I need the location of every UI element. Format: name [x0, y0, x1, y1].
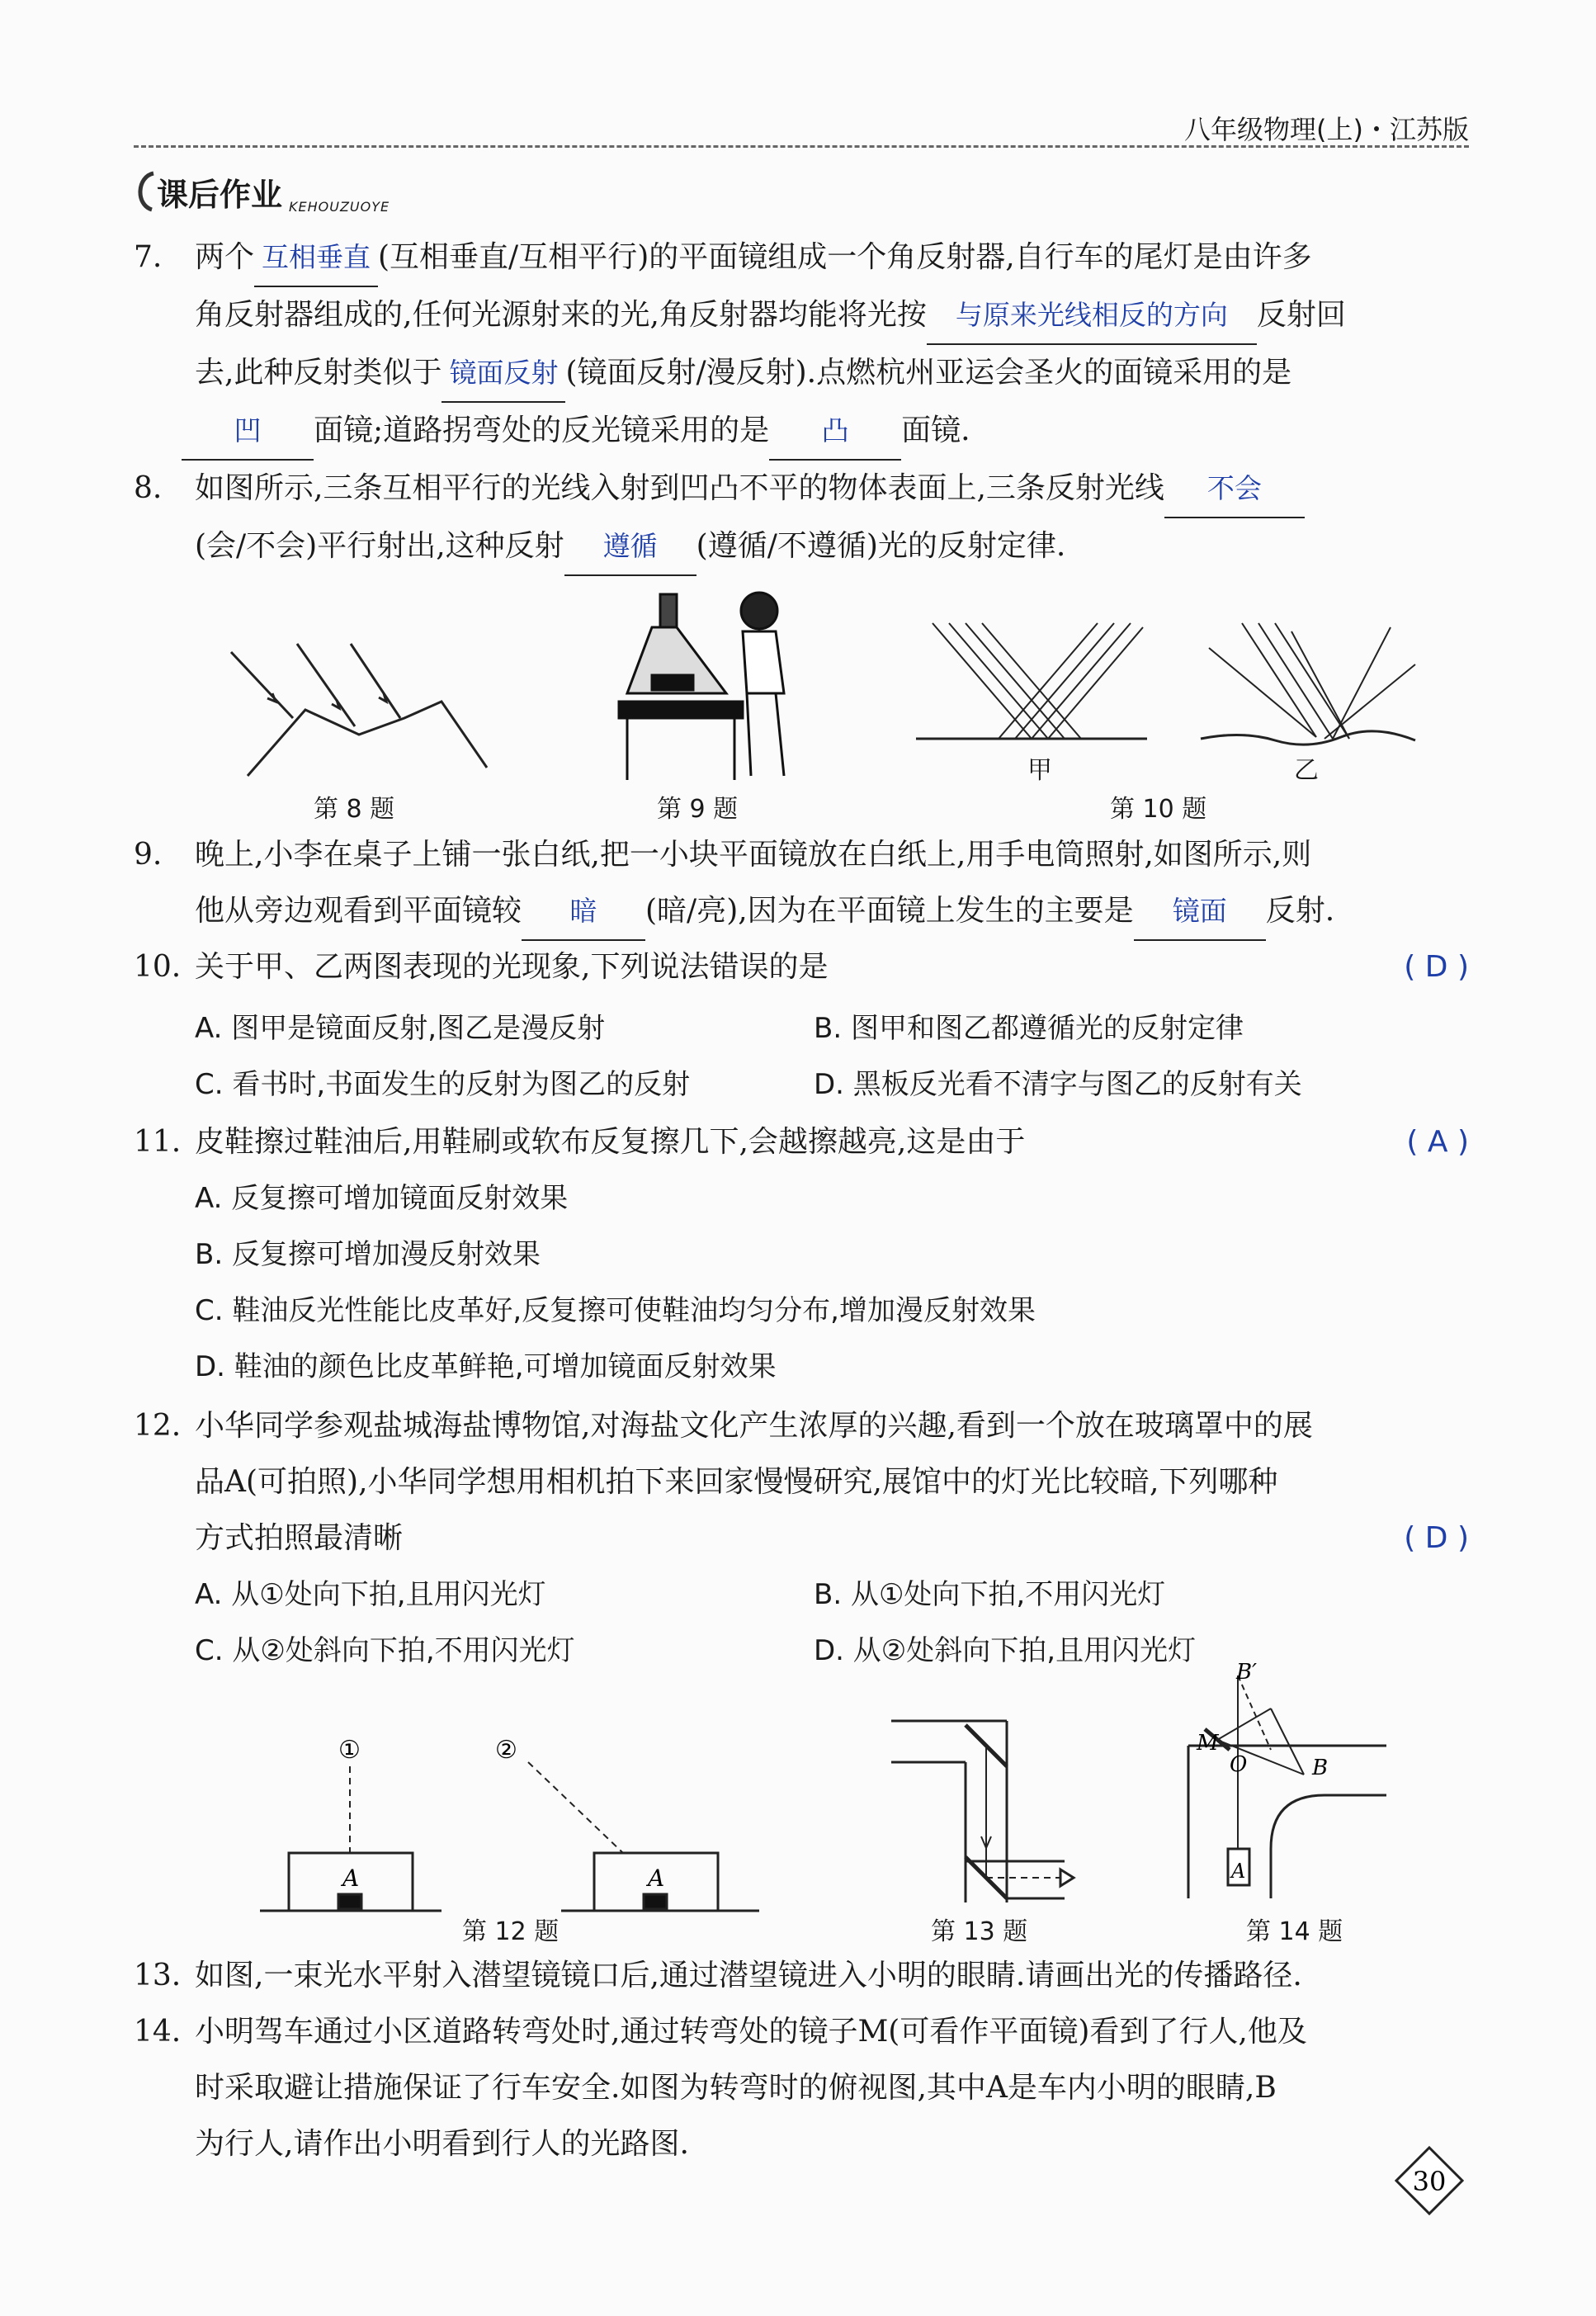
q9-text-2: 他从旁边观看到平面镜较 [195, 894, 522, 928]
book-title: 八年级物理(上)・江苏版 [1184, 114, 1469, 145]
fig14-eye-label: A [1231, 1860, 1246, 1883]
q7-answer-4: 凹 [182, 403, 314, 461]
q11-option-a: A. 反复擦可增加镜面反射效果 [195, 1182, 569, 1215]
q14-line-3: 为行人,请作出小明看到行人的光路图. [195, 2127, 689, 2161]
figure-8-rough-surface [215, 636, 495, 784]
question-number: 10. [134, 950, 182, 984]
fig14-pedestrian-label: B [1312, 1756, 1329, 1780]
q11-option-d: D. 鞋油的颜色比皮革鲜艳,可增加镜面反射效果 [195, 1350, 777, 1383]
q7-answer-2: 与原来光线相反的方向 [927, 287, 1257, 345]
q14-line-1: 小明驾车通过小区道路转弯处时,通过转弯处的镜子M(可看作平面镜)看到了行人,他及 [195, 2015, 1307, 2049]
question-number: 8. [134, 471, 163, 505]
q12-answer: ( D ) [1404, 1521, 1469, 1555]
figure-10b-label: 乙 [1294, 756, 1319, 785]
section-subtitle: KEHOUZUOYE [289, 199, 390, 215]
q12-option-c: C. 从②处斜向下拍,不用闪光灯 [195, 1634, 575, 1667]
q10-stem: 关于甲、乙两图表现的光现象,下列说法错误的是 [195, 950, 829, 984]
q10-option-c: C. 看书时,书面发生的反射为图乙的反射 [195, 1068, 691, 1101]
q7-text-5: 去,此种反射类似于 [195, 356, 442, 390]
page-number-badge [1395, 2146, 1464, 2215]
q7-text-6: (镜面反射/漫反射).点燃杭州亚运会圣火的面镜采用的是 [565, 356, 1292, 390]
q9-answer-1: 暗 [522, 883, 645, 941]
q11-answer: ( A ) [1406, 1125, 1469, 1159]
figure-10a-label: 甲 [1027, 756, 1052, 785]
q7-text-8: 面镜. [901, 414, 970, 447]
q9-text-4: 反射. [1265, 894, 1335, 928]
q12-line-1: 小华同学参观盐城海盐博物馆,对海盐文化产生浓厚的兴趣,看到一个放在玻璃罩中的展 [195, 1409, 1313, 1443]
q8-text-2: (会/不会)平行射出,这种反射 [195, 529, 564, 563]
question-8 [134, 461, 1469, 576]
q10-answer: ( D ) [1404, 950, 1469, 984]
q11-option-b: B. 反复擦可增加漫反射效果 [195, 1238, 541, 1271]
q12-option-a: A. 从①处向下拍,且用闪光灯 [195, 1578, 546, 1611]
q12-option-b: B. 从①处向下拍,不用闪光灯 [814, 1578, 1166, 1611]
fig12-exhibit-label-2: A [648, 1865, 665, 1892]
q7-text-4: 反射回 [1256, 298, 1346, 332]
question-number: 9. [134, 838, 163, 872]
figure-14-road-mirror [1180, 1659, 1395, 1907]
q12-line-3: 方式拍照最清晰 [195, 1521, 404, 1555]
q12-line-2: 品A(可拍照),小华同学想用相机拍下来回家慢慢研究,展馆中的灯光比较暗,下列哪种 [195, 1465, 1278, 1499]
question-13 [134, 1948, 1469, 2004]
q7-answer-1: 互相垂直 [254, 229, 378, 287]
q7-text-1: 两个 [195, 240, 255, 274]
q7-answer-5: 凸 [769, 403, 901, 461]
q12-option-d: D. 从②处斜向下拍,且用闪光灯 [814, 1634, 1197, 1667]
fig14-image-label: B′ [1236, 1660, 1258, 1685]
q14-line-2: 时采取避让措施保证了行车安全.如图为转弯时的俯视图,其中A是车内小明的眼睛,B [195, 2071, 1277, 2105]
question-number: 7. [134, 240, 163, 274]
header-divider [134, 145, 1469, 148]
q10-option-a: A. 图甲是镜面反射,图乙是漫反射 [195, 1012, 606, 1045]
figure-12-camera-positions [256, 1733, 767, 1923]
question-number: 13. [134, 1959, 182, 1992]
q8-text-1: 如图所示,三条互相平行的光线入射到凹凸不平的物体表面上,三条反射光线 [195, 471, 1164, 505]
fig14-mirror-label: M [1197, 1731, 1219, 1756]
question-9 [134, 827, 1469, 941]
fig12-position-1: ① [338, 1736, 361, 1765]
figure-9-caption: 第 9 题 [657, 795, 739, 824]
q9-answer-2: 镜面 [1134, 883, 1266, 941]
section-title: 课后作业 [157, 177, 283, 213]
q7-text-3: 角反射器组成的,任何光源射来的光,角反射器均能将光按 [195, 298, 927, 332]
fig12-position-2: ② [495, 1736, 517, 1765]
figure-10-caption: 第 10 题 [1110, 795, 1207, 824]
section-badge [134, 162, 390, 215]
fig14-point-label: O [1230, 1752, 1248, 1777]
q9-text-3: (暗/亮),因为在平面镜上发生的主要是 [645, 894, 1134, 928]
q7-text-2: (互相垂直/互相平行)的平面镜组成一个角反射器,自行车的尾灯是由许多 [378, 240, 1312, 274]
question-11 [134, 1114, 1469, 1170]
figure-10a-specular [908, 615, 1155, 763]
figure-9-flashlight-scene [611, 578, 800, 784]
fig12-exhibit-label-1: A [342, 1865, 360, 1892]
question-number: 12. [134, 1409, 182, 1443]
q8-answer-1: 不会 [1164, 461, 1305, 518]
question-14 [134, 2004, 1469, 2172]
question-10 [134, 939, 1469, 995]
q10-option-d: D. 黑板反光看不清字与图乙的反射有关 [814, 1068, 1302, 1101]
question-7 [134, 229, 1469, 461]
page-number: 30 [1412, 2166, 1447, 2197]
figure-10b-diffuse [1192, 615, 1424, 763]
question-12 [134, 1398, 1469, 1567]
q7-answer-3: 镜面反射 [441, 345, 565, 403]
q11-option-c: C. 鞋油反光性能比皮革好,反复擦可使鞋油均匀分布,增加漫反射效果 [195, 1294, 1036, 1327]
q8-answer-2: 遵循 [564, 518, 696, 576]
q9-text-1: 晚上,小李在桌子上铺一张白纸,把一小块平面镜放在白纸上,用手电筒照射,如图所示,则 [195, 838, 1312, 872]
q8-text-3: (遵循/不遵循)光的反射定律. [696, 529, 1066, 563]
q7-text-7: 面镜;道路拐弯处的反光镜采用的是 [314, 414, 770, 447]
q11-stem: 皮鞋擦过鞋油后,用鞋刷或软布反复擦几下,会越擦越亮,这是由于 [195, 1125, 1026, 1159]
q13-text: 如图,一束光水平射入潜望镜镜口后,通过潜望镜进入小明的眼睛.请画出光的传播路径. [195, 1959, 1302, 1992]
q10-option-b: B. 图甲和图乙都遵循光的反射定律 [814, 1012, 1244, 1045]
figure-12-caption: 第 12 题 [462, 1917, 560, 1946]
figure-13-caption: 第 13 题 [931, 1917, 1028, 1946]
figure-8-caption: 第 8 题 [314, 795, 395, 824]
figure-14-caption: 第 14 题 [1246, 1917, 1343, 1946]
question-number: 11. [134, 1125, 182, 1159]
question-number: 14. [134, 2015, 182, 2049]
badge-swirl-icon [134, 168, 157, 215]
figure-13-periscope [883, 1713, 1098, 1911]
